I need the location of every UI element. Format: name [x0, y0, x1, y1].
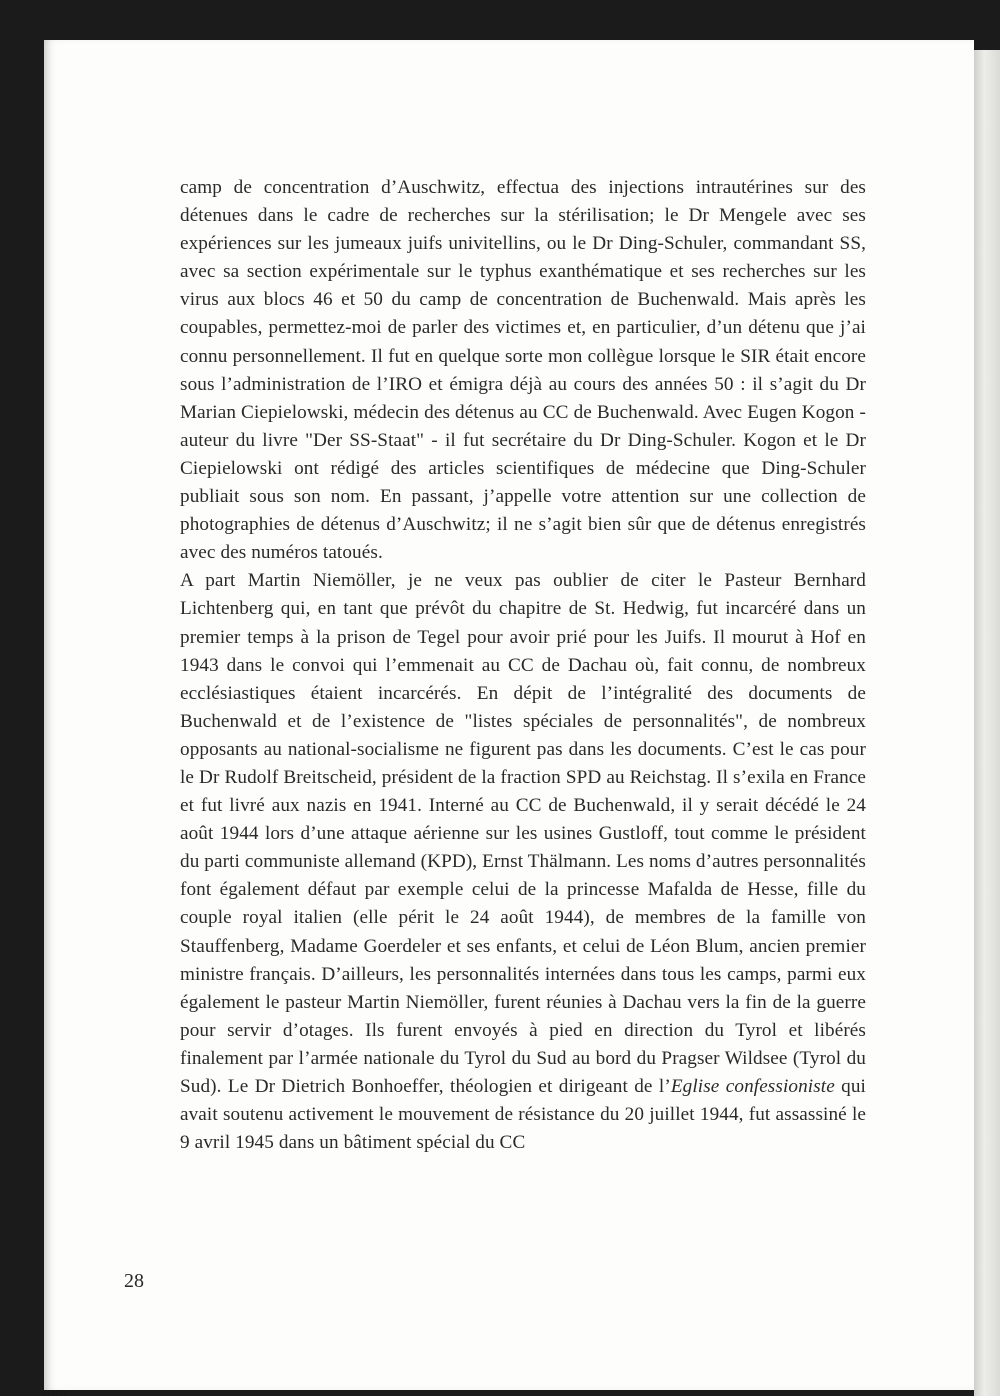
paragraph-2-text: A part Martin Niemöller, je ne veux pas oublier de citer le Pasteur Bernhard Lichtenberg qui, en tant que prévôt du chapitre de St. Hedwig, fut incarcéré dans un premier temps à la prison de Tegel pour avoir prié pour les Juifs. Il mourut à Hof en 1943 dans le convoi qui l’emmenait au CC de Dachau où, fait connu, de nombreux ecclésiastiques étaient incarcérés. En dépit de l’intégralité des documents de Buchenwald et de l’existence de "listes spéciales de personnalités", de nombreux opposants au national-socialisme ne figurent pas dans les documents. C’est le cas pour le Dr Rudolf Breitscheid, président de la fraction SPD au Reichstag. Il s’exila en France et fut livré aux nazis en 1941. Interné au CC de Buchenwald, il y serait décédé le 24 août 1944 lors d’une attaque aérienne sur les usines Gustloff, tout comme le président du parti communiste allemand (KPD), Ernst Thälmann. Les noms d’autres personnalités font également défaut par exemple celui de la princesse Mafalda de Hesse, fille du couple royal italien (elle périt le 24 août 1944), de membres de la famille von Stauffenberg, Madame Goerdeler et ses enfants, et celui de Léon Blum, ancien premier ministre français. D’ailleurs, les personnalités internées dans tous les camps, parmi eux également le pasteur Martin Niemöller, furent réunies à Dachau vers la fin de la guerre pour servir d’otages. Ils furent envoyés à pied en direction du Tyrol et libérés finalement par l’armée nationale du Tyrol du Sud au bord du Pragser Wildsee (Tyrol du Sud). Le Dr Dietrich Bonhoeffer, théologien et dirigeant de l’	[180, 570, 866, 1097]
next-page-edge	[974, 50, 1000, 1396]
page-number: 28	[124, 1270, 144, 1292]
paragraph-1: camp de concentration d’Auschwitz, effectua des injections intrautérines sur des détenues dans le cadre de recherches sur la stérilisation; le Dr Mengele avec ses expériences sur les jumeaux juifs univitellins, ou le Dr Ding-Schuler, commandant SS, avec sa section expérimentale sur le typhus exanthématique et ses recherches sur les virus aux blocs 46 et 50 du camp de concentration de Buchenwald. Mais après les coupables, permettez-moi de parler des victimes et, en particulier, d’un détenu que j’ai connu personnellement. Il fut en quelque sorte mon collègue lorsque le SIR était encore sous l’administration de l’IRO et émigra déjà au cours des années 50 : il s’agit du Dr Marian Ciepielowski, médecin des détenus au CC de Buchenwald. Avec Eugen Kogon - auteur du livre "Der SS-Staat" - il fut secrétaire du Dr Ding-Schuler. Kogon et le Dr Ciepielowski ont rédigé des articles scientifiques de médecine que Ding-Schuler publiait sous son nom. En passant, j’appelle votre attention sur une collection de photographies de détenus d’Auschwitz; il ne s’agit bien sûr que de détenus enregistrés avec des numéros tatoués.	[180, 177, 866, 564]
paragraph-2-tail: qui avait soutenu activement le mouvement de résistance du 20 juillet 1944, fut assassiné le 9 avril 1945 dans un bâtiment spécial du CC	[180, 1076, 866, 1154]
body-text	[180, 174, 866, 1157]
italic-term: Eglise confessioniste	[670, 1076, 835, 1097]
paragraph-2	[180, 567, 866, 1157]
